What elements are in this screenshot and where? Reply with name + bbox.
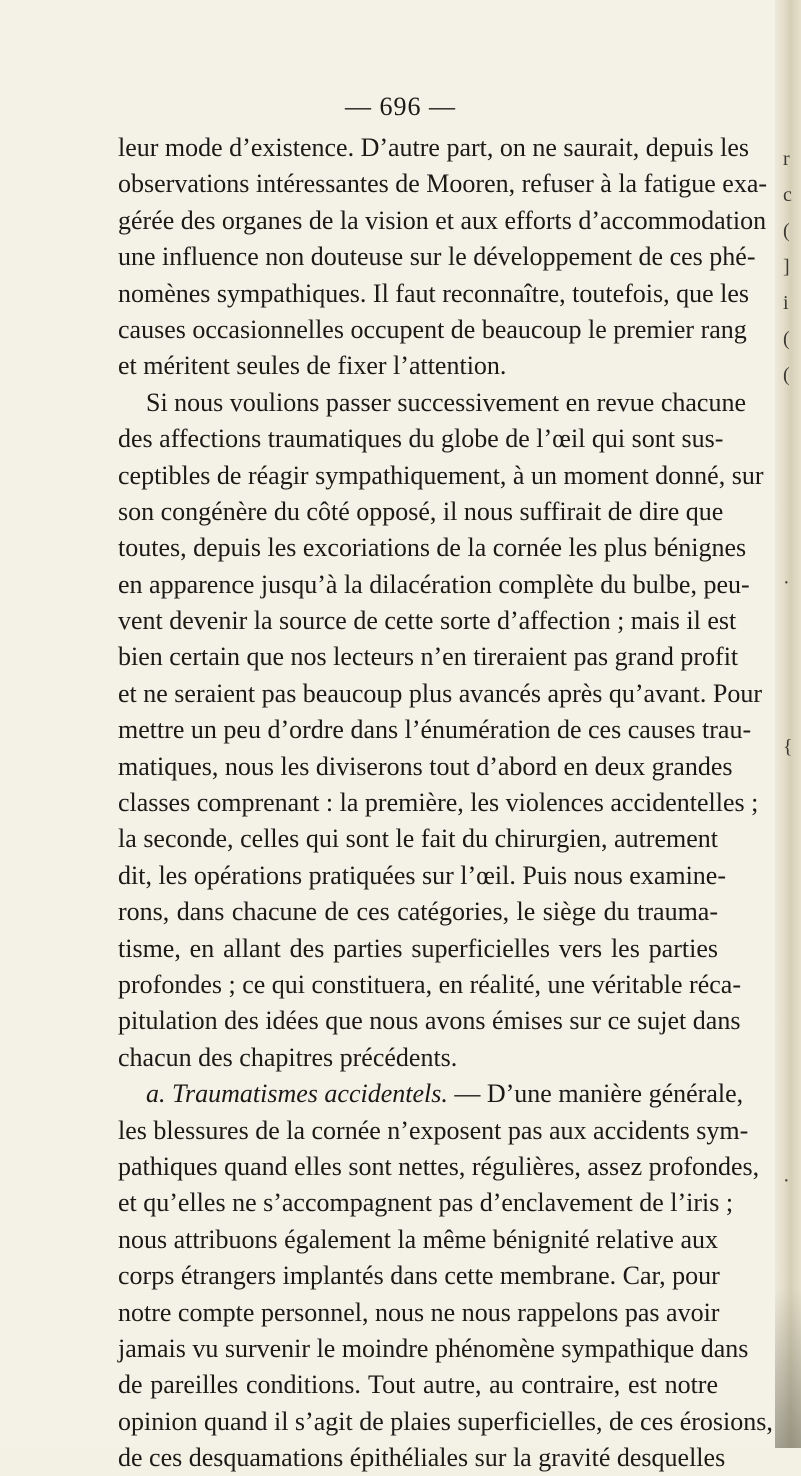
text-line: profondes ; ce qui constituera, en réalité, une véritable réca- bbox=[118, 969, 741, 999]
text-line: son congénère du côté opposé, il nous suffirait de dire que bbox=[118, 496, 724, 526]
text-line: jamais vu survenir le moindre phénomène sympathique dans bbox=[118, 1333, 749, 1363]
text-line: notre compte personnel, nous ne nous rappelons pas avoir bbox=[118, 1297, 720, 1327]
edge-fragment: ( bbox=[783, 328, 790, 350]
text-line: gérée des organes de la vision et aux efforts d’accommodation bbox=[118, 205, 767, 235]
edge-fragment: ( bbox=[783, 220, 790, 242]
text-line: observations intéressantes de Mooren, refuser à la fatigue exa- bbox=[118, 169, 768, 199]
text-line: rons, dans chacune de ces catégories, le siège du trauma- bbox=[118, 897, 718, 927]
adjacent-page-edge bbox=[775, 0, 801, 1448]
text-line: nomènes sympathiques. Il faut reconnaître, toutefois, que les bbox=[118, 278, 750, 308]
text-line: matiques, nous les diviserons tout d’abord en deux grandes bbox=[118, 751, 733, 781]
text-line: causes occasionnelles occupent de beaucoup le premier rang bbox=[118, 314, 747, 344]
edge-fragment: c bbox=[783, 184, 792, 206]
text-line: dit, les opérations pratiquées sur l’œil. Puis nous examine- bbox=[118, 860, 727, 890]
section-heading: a. Traumatismes accidentels. bbox=[146, 1079, 448, 1109]
text-line: nous attribuons également la même bénignité relative aux bbox=[118, 1224, 718, 1254]
text-line: Si nous voulions passer successivement en revue chacune bbox=[146, 387, 747, 417]
text-line: une influence non douteuse sur le développement de ces phé- bbox=[118, 242, 756, 272]
text-line: la seconde, celles qui sont le fait du chirurgien, autrement bbox=[118, 824, 718, 854]
text-line: en apparence jusqu’à la dilacération complète du bulbe, peu- bbox=[118, 569, 750, 599]
edge-fragment: i bbox=[783, 292, 789, 314]
edge-fragment: r bbox=[783, 148, 790, 170]
text-line: de pareilles conditions. Tout autre, au contraire, est notre bbox=[118, 1370, 718, 1400]
text-line: vent devenir la source de cette sorte d’affection ; mais il est bbox=[118, 606, 737, 636]
page-shadow bbox=[775, 1288, 801, 1448]
text-line: mettre un peu d’ordre dans l’énumération de ces causes trau- bbox=[118, 715, 752, 745]
page-number: — 696 — bbox=[345, 92, 456, 121]
text-line: ceptibles de réagir sympathiquement, à un moment donné, sur bbox=[118, 460, 764, 490]
text-line: des affections traumatiques du globe de l’œil qui sont sus- bbox=[118, 424, 724, 454]
text-line: tisme, en allant des parties superficielles vers les parties bbox=[118, 933, 718, 963]
section-first-line-text: — D’une manière générale, bbox=[447, 1079, 744, 1109]
text-line: et méritent seules de fixer l’attention. bbox=[118, 351, 507, 381]
text-line: classes comprenant : la première, les violences accidentelles ; bbox=[118, 788, 759, 818]
edge-fragment: · bbox=[783, 572, 790, 594]
edge-fragment: · bbox=[783, 1170, 790, 1192]
text-line: et qu’elles ne s’accompagnent pas d’enclavement de l’iris ; bbox=[118, 1188, 734, 1218]
text-line: leur mode d’existence. D’autre part, on ne saurait, depuis les bbox=[118, 133, 749, 162]
text-line: pitulation des idées que nous avons émises sur ce sujet dans bbox=[118, 1006, 741, 1036]
text-line: de ces desquamations épithéliales sur la gravité desquelles bbox=[118, 1443, 726, 1473]
text-line: les blessures de la cornée n’exposent pas aux accidents sym- bbox=[118, 1115, 749, 1145]
text-line: et ne seraient pas beaucoup plus avancés après qu’avant. Pour bbox=[118, 678, 762, 708]
text-line: corps étrangers implantés dans cette membrane. Car, pour bbox=[118, 1261, 720, 1291]
text-line: toutes, depuis les excoriations de la cornée les plus bénignes bbox=[118, 533, 747, 563]
text-line: chacun des chapitres précédents. bbox=[118, 1042, 458, 1072]
text-line: bien certain que nos lecteurs n’en tireraient pas grand profit bbox=[118, 642, 739, 672]
body-text bbox=[118, 130, 773, 1476]
edge-fragment: ( bbox=[783, 364, 790, 386]
section-first-line bbox=[118, 1076, 744, 1112]
edge-fragment: { bbox=[783, 736, 793, 758]
text-line: pathiques quand elles sont nettes, régulières, assez profondes, bbox=[118, 1151, 760, 1181]
edge-fragment: ] bbox=[783, 256, 790, 278]
text-line: opinion quand il s’agit de plaies superficielles, de ces érosions, bbox=[118, 1406, 773, 1436]
